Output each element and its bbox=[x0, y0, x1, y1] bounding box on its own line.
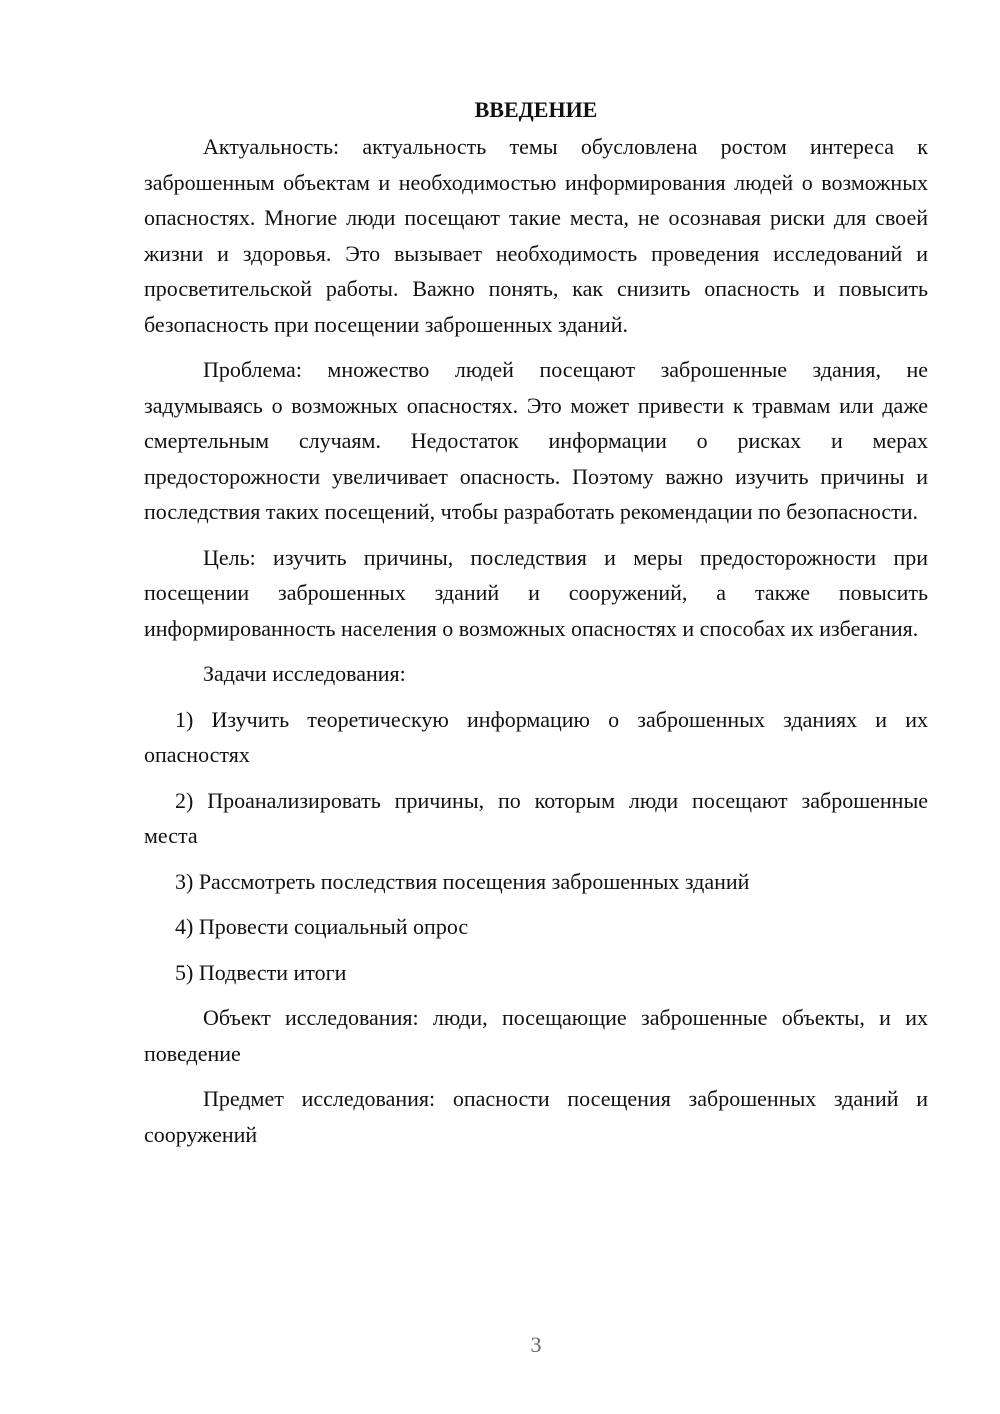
tasks-list bbox=[144, 702, 928, 991]
paragraph-object: Объект исследования: люди, посещающие заброшенные объекты, и их поведение bbox=[144, 1005, 928, 1066]
list-item: 4) Провести социальный опрос bbox=[175, 914, 469, 939]
page-number: 3 bbox=[530, 1332, 542, 1357]
list-item: 2) Проанализировать причины, по которым люди посещают заброшенные места bbox=[144, 787, 928, 848]
list-item: 3) Рассмотреть последствия посещения заброшенных зданий bbox=[175, 868, 750, 894]
tasks-heading: Задачи исследования: bbox=[203, 661, 406, 686]
page-title: ВВЕДЕНИЕ bbox=[474, 97, 598, 122]
paragraph-goal: Цель: изучить причины, последствия и меры предосторожности при посещении заброшенных зданий и сооружений, а также повысить информированность населения о возможных опасностях и способах их избегания. bbox=[144, 544, 928, 641]
paragraph-relevance: Актуальность: актуальность темы обусловлена ростом интереса к заброшенным объектам и необходимостью информирования людей о возможных опасностях. Многие люди посещают такие места, не осознавая риски для своей жизни и здоровья. Это вызывает необходимость проведения исследований и просветительской работы. Важно понять, как снизить опасность и повысить безопасность при посещении заброшенных зданий. bbox=[144, 134, 928, 337]
page-content bbox=[144, 92, 928, 1162]
list-item: 5) Подвести итоги bbox=[175, 959, 347, 985]
paragraph-problem: Проблема: множество людей посещают заброшенные здания, не задумываясь о возможных опасностях. Это может привести к травмам или даже смертельным случаям. Недостаток информации о рисках и мерах предосторожности увеличивает опасность. Поэтому важно изучить причины и последствия таких посещений, чтобы разработать рекомендации по безопасности. bbox=[144, 357, 928, 524]
paragraph-subject: Предмет исследования: опасности посещения заброшенных зданий и сооружений bbox=[144, 1086, 928, 1147]
list-item: 1) Изучить теоретическую информацию о заброшенных зданиях и их опасностях bbox=[144, 706, 928, 767]
